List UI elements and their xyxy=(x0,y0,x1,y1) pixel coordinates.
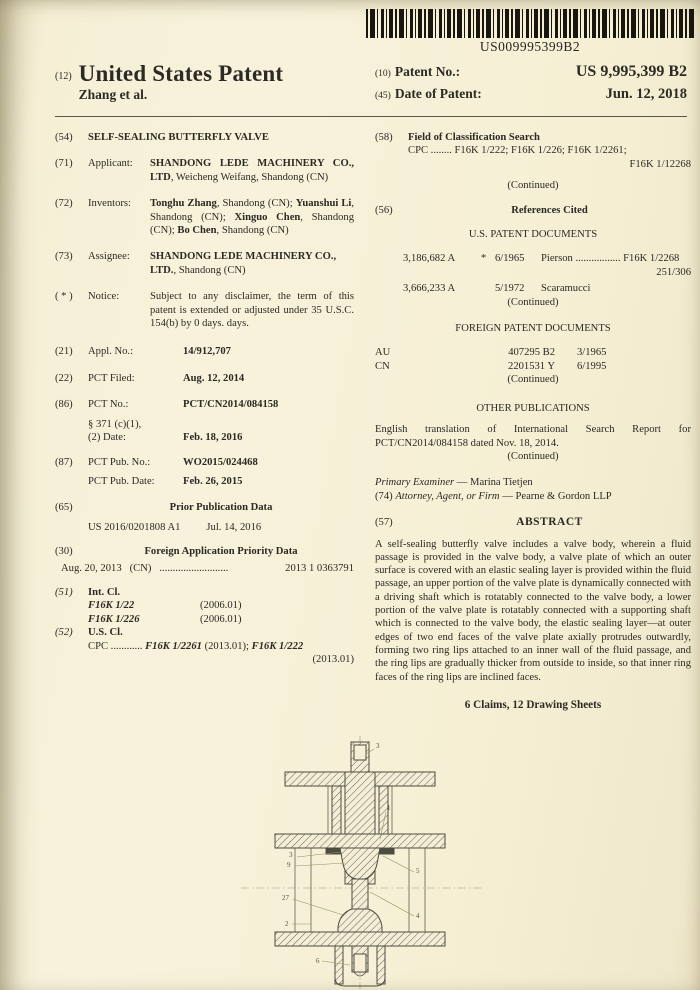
us-patent-docs-header: U.S. PATENT DOCUMENTS xyxy=(468,229,598,241)
applicant-row xyxy=(55,157,354,184)
pct-no-label: PCT No.: xyxy=(88,399,129,411)
tag-73: (73) xyxy=(55,251,73,263)
figure-ref-numeral: 1 xyxy=(387,804,391,812)
us-patent-row xyxy=(375,282,691,295)
tag-51: (51) xyxy=(55,586,73,598)
pct-371-date-label: (2) Date: xyxy=(88,432,126,444)
patent-number-label: (10) Patent No.: xyxy=(375,64,461,79)
attorney-line: (74) Attorney, Agent, or Firm — Pearne & Gordon LLP xyxy=(375,490,612,502)
tag-30: (30) xyxy=(55,546,73,558)
us-patent-date: 5/1972 xyxy=(495,283,525,295)
inventors-row xyxy=(55,197,354,237)
header-divider xyxy=(55,116,687,117)
figure-ref-numeral: 6 xyxy=(316,957,320,965)
pct-371-date-value: Feb. 18, 2016 xyxy=(183,432,243,444)
int-cl-block xyxy=(55,586,354,626)
patent-date-value: Jun. 12, 2018 xyxy=(605,86,687,102)
foreign-number: 407295 B2 xyxy=(508,347,555,359)
foreign-date: 6/1995 xyxy=(577,360,607,372)
us-patent-class2: 251/306 xyxy=(656,266,691,278)
abstract-text: A self-sealing butterfly valve includes a valve body, wherein a fluid passage is provided in the valve body, a valve plate of which an outer surface is covered with an elastic sealing layer is provided within the fluid passage, an upper portion of the valve plate is dynamically connected with a driving shaft which is rotatably connected to the valve body, a lower portion of the valve plate is rotatably connected with a supporting shaft which is connected to the valve body, the elastic sealing layer—at outer edges of two end faces of the valve plate axially protrudes outwardly, forming two ring lips attached to an inner wall of the fluid passage, and the ring lips are gradually thicker from outside to inside, so that inner ring faces of the ring lips are inclined faces. xyxy=(375,538,691,683)
notice-row xyxy=(55,290,354,330)
assignee-row xyxy=(55,250,354,277)
priority-country: (CN) xyxy=(129,562,152,574)
barcode-number: US009995399B2 xyxy=(479,39,581,54)
pct-pub-block xyxy=(55,456,354,489)
pct-filed-row xyxy=(55,372,354,385)
prior-pub-header: Prior Publication Data xyxy=(169,502,273,514)
applicant-value: SHANDONG LEDE MACHINERY CO., LTD, Weicheng Weifang, Shandong (CN) xyxy=(150,158,354,183)
tag-86: (86) xyxy=(55,399,73,411)
tag-57: (57) xyxy=(375,517,393,529)
drawing-figure xyxy=(233,736,495,990)
patent-date-row xyxy=(375,84,687,106)
us-cl-content xyxy=(88,626,354,666)
ipc-tag-12: (12) xyxy=(55,71,72,82)
figure-ref-numeral: 3 xyxy=(289,851,293,859)
invention-title: SELF-SEALING BUTTERFLY VALVE xyxy=(88,132,269,143)
foreign-priority-header-row xyxy=(55,545,354,558)
tag-21: (21) xyxy=(55,346,73,358)
foreign-country: AU xyxy=(375,347,391,359)
figure-ref-numeral: 5 xyxy=(416,867,420,875)
pct-pub-no-label: PCT Pub. No.: xyxy=(88,456,151,468)
foreign-priority-block xyxy=(55,545,354,575)
valve-cross-section-drawing xyxy=(233,736,495,990)
pct-pub-date-label: PCT Pub. Date: xyxy=(88,475,155,487)
other-publications-header: OTHER PUBLICATIONS xyxy=(476,402,590,414)
foreign-priority-header: Foreign Application Priority Data xyxy=(144,546,298,558)
field-search-line1: CPC ........ F16K 1/222; F16K 1/226; F16K 1/2261; xyxy=(408,145,627,157)
references-header: References Cited xyxy=(511,204,588,216)
figure-ref-numeral: 3 xyxy=(376,742,380,750)
tag-56: (56) xyxy=(375,204,393,216)
field-search-continued: (Continued) xyxy=(507,180,559,192)
right-column xyxy=(375,131,691,712)
us-patent-number: 3,186,682 A xyxy=(403,253,456,265)
abstract-header-row xyxy=(375,516,691,529)
pct-no-row xyxy=(88,398,354,411)
abstract-header: ABSTRACT xyxy=(516,516,583,529)
us-patent-star: * xyxy=(481,253,487,265)
appl-no-value: 14/912,707 xyxy=(183,346,231,358)
tag-22: (22) xyxy=(55,372,73,384)
us-patents-continued: (Continued) xyxy=(507,296,559,308)
applicant-label: Applicant: xyxy=(88,158,133,170)
us-patent-name: Scaramucci xyxy=(541,283,591,295)
int-cl-version: (2006.01) xyxy=(200,613,242,625)
patent-number-row xyxy=(375,62,687,84)
appl-no-label: Appl. No.: xyxy=(88,346,134,358)
left-column xyxy=(55,131,354,666)
pct-pub-date-row xyxy=(88,475,354,488)
pct-filed-label: PCT Filed: xyxy=(88,372,135,384)
inventors-label: Inventors: xyxy=(88,198,131,210)
primary-examiner-line: Primary Examiner — Marina Tietjen xyxy=(375,477,533,489)
us-cl-label: U.S. Cl. xyxy=(88,627,123,639)
foreign-patent-docs-header: FOREIGN PATENT DOCUMENTS xyxy=(455,323,611,335)
foreign-patents-continued: (Continued) xyxy=(507,374,559,386)
int-cl-row xyxy=(88,613,354,626)
priority-date: Aug. 20, 2013 xyxy=(61,562,122,574)
foreign-country: CN xyxy=(375,360,390,372)
pct-371-date-row xyxy=(88,431,354,444)
tag-65: (65) xyxy=(55,502,73,514)
first-inventor-line: Zhang et al. xyxy=(78,87,148,102)
claims-drawing-sheets-line: 6 Claims, 12 Drawing Sheets xyxy=(464,698,602,711)
field-search-label: Field of Classification Search xyxy=(408,132,540,143)
notice-text: Subject to any disclaimer, the term of this patent is extended or adjusted under 35 U.S.C. 154(b) by 0 days. days. xyxy=(150,291,354,330)
field-search-line2: F16K 1/12268 xyxy=(629,158,691,170)
tag-52: (52) xyxy=(55,627,73,639)
int-cl-row xyxy=(88,599,354,612)
pct-pub-date-value: Feb. 26, 2015 xyxy=(183,475,243,487)
appl-no-row xyxy=(55,345,354,358)
barcode xyxy=(366,9,694,38)
header-right xyxy=(375,62,687,106)
prior-pub-data-row xyxy=(55,521,354,534)
tag-58: (58) xyxy=(375,132,393,143)
pct-no-content xyxy=(88,398,354,444)
foreign-patent-row xyxy=(375,360,691,373)
ipc-tag-10: (10) xyxy=(375,69,391,79)
references-header-row xyxy=(375,204,691,217)
pct-no-block xyxy=(55,398,354,444)
tag-star: ( * ) xyxy=(55,291,73,303)
us-cl-cpc-tail: (2013.01) xyxy=(312,653,354,665)
field-search-block xyxy=(375,131,691,171)
notice-label: Notice: xyxy=(88,291,120,303)
pct-pub-no-value: WO2015/024468 xyxy=(183,456,258,468)
foreign-patent-row xyxy=(375,346,691,359)
us-cl-cpc-line: CPC ............ F16K 1/2261 (2013.01); F16K 1/222 xyxy=(88,640,304,652)
priority-number: 2013 1 0363791 xyxy=(285,562,354,574)
patent-number-value: US 9,995,399 B2 xyxy=(575,63,687,80)
header-title-block xyxy=(79,62,284,106)
tag-71: (71) xyxy=(55,158,73,170)
assignee-value: SHANDONG LEDE MACHINERY CO., LTD., Shandong (CN) xyxy=(150,251,337,276)
patent-date-label: (45) Date of Patent: xyxy=(375,86,482,101)
us-patent-number: 3,666,233 A xyxy=(403,283,456,295)
ipc-tag-45: (45) xyxy=(375,91,391,101)
field-search-content xyxy=(408,131,691,171)
tag-87: (87) xyxy=(55,456,73,468)
tag-72: (72) xyxy=(55,198,73,210)
tag-54: (54) xyxy=(55,132,73,143)
foreign-priority-data-row xyxy=(55,562,354,575)
prior-pub-block xyxy=(55,501,354,534)
us-patent-name-class: Pierson ................. F16K 1/2268 xyxy=(541,253,680,265)
pct-no-value: PCT/CN2014/084158 xyxy=(183,399,279,411)
assignee-label: Assignee: xyxy=(88,251,130,263)
foreign-number: 2201531 Y xyxy=(508,360,555,372)
document-title: United States Patent xyxy=(78,61,284,86)
figure-ref-numeral: 9 xyxy=(287,861,291,869)
figure-ref-numeral: 2 xyxy=(285,920,289,928)
figure-ref-numeral: 4 xyxy=(416,912,420,920)
us-patent-date: 6/1965 xyxy=(495,253,525,265)
int-cl-content xyxy=(88,586,354,626)
invention-title-row xyxy=(55,131,354,144)
int-cl-code: F16K 1/226 xyxy=(88,613,140,625)
pct-filed-value: Aug. 12, 2014 xyxy=(183,372,245,384)
int-cl-code: F16K 1/22 xyxy=(88,600,135,612)
us-patent-row xyxy=(375,252,691,265)
section-371-line: § 371 (c)(1), xyxy=(88,418,142,430)
prior-pub-header-row xyxy=(55,501,354,514)
figure-ref-numeral: 27 xyxy=(282,894,289,902)
us-cl-block xyxy=(55,626,354,666)
other-publications-text: English translation of International Search Report for PCT/CN2014/084158 dated Nov. 18, 2014. xyxy=(375,424,691,449)
us-patent-star xyxy=(481,282,495,295)
foreign-date: 3/1965 xyxy=(577,347,607,359)
header xyxy=(55,62,687,106)
pct-pub-content xyxy=(88,456,354,489)
prior-pub-doc: US 2016/0201808 A1 xyxy=(88,521,181,533)
int-cl-label: Int. Cl. xyxy=(88,586,121,598)
int-cl-version: (2006.01) xyxy=(200,600,242,612)
other-publications-continued: (Continued) xyxy=(507,450,559,462)
inventors-value: Tonghu Zhang, Shandong (CN); Yuanshui Li, Shandong (CN); Xinguo Chen, Shandong (CN); Bo Chen, Shandong (CN) xyxy=(150,198,355,237)
header-left xyxy=(55,62,283,106)
pct-pub-no-row xyxy=(88,456,354,469)
priority-dots: .......................... xyxy=(159,562,229,574)
prior-pub-date: Jul. 14, 2016 xyxy=(206,521,262,533)
